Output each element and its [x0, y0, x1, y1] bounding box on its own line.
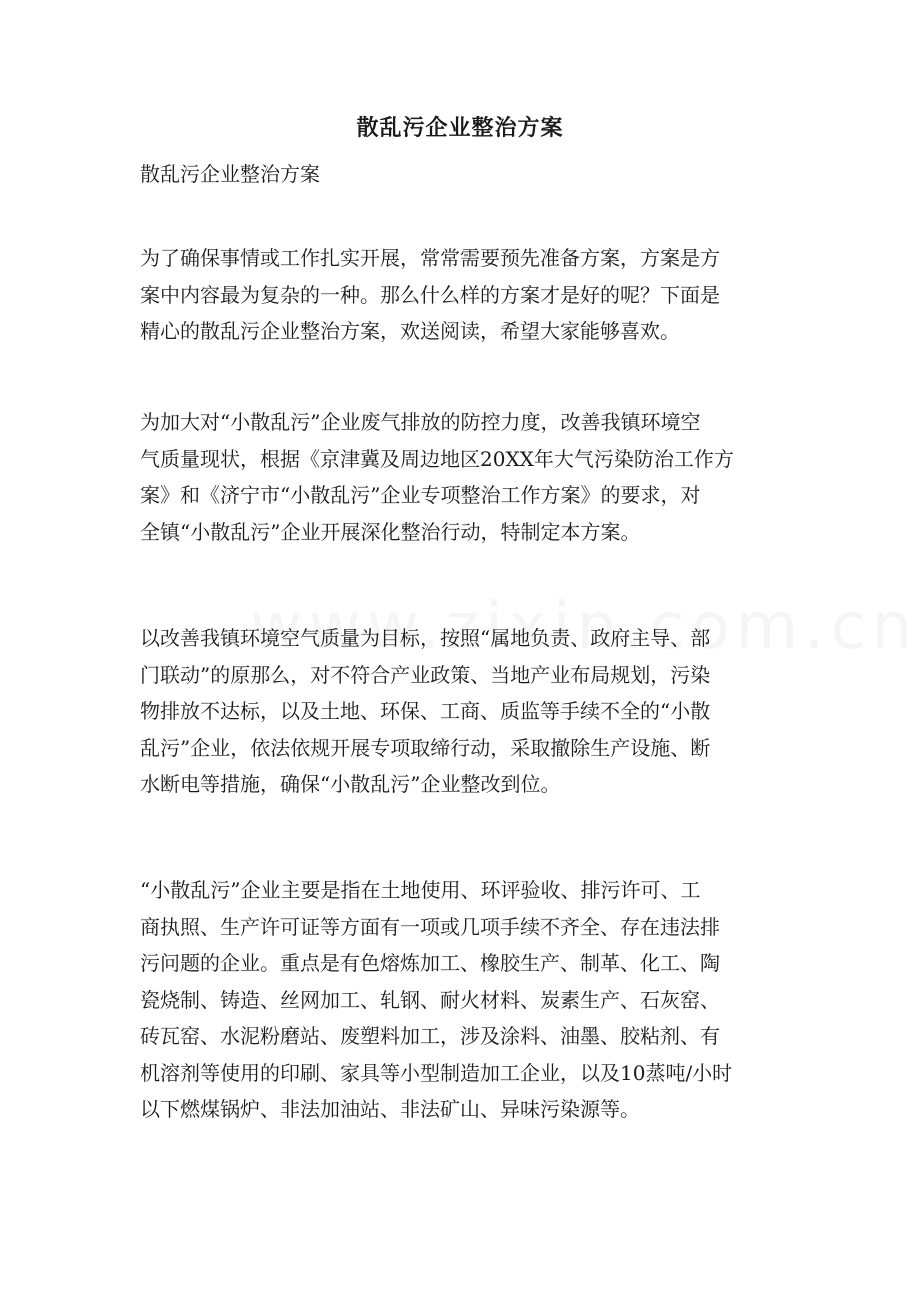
document-subtitle: 散乱污企业整治方案: [140, 162, 320, 186]
paragraph-line: 瓷烧制、铸造、丝网加工、轧钢、耐火材料、炭素生产、石灰窑、: [140, 987, 720, 1012]
paragraph-definition: [140, 872, 780, 1128]
paragraph-line: 案中内容最为复杂的一种。那么什么样的方案才是好的呢？下面是: [140, 282, 720, 307]
paragraph-line: 门联动”的原那么，对不符合产业政策、当地产业布局规划，污染: [140, 662, 711, 687]
paragraph-line: 物排放不达标，以及土地、环保、工商、质监等手续不全的“小散: [140, 699, 711, 723]
paragraph-line: 案》和《济宁市“小散乱污”企业专项整治工作方案》的要求，对: [140, 483, 701, 507]
paragraph-line: 为加大对“小散乱污”企业废气排放的防控力度，改善我镇环境空: [140, 410, 701, 434]
paragraph-line: 以下燃煤锅炉、非法加油站、非法矿山、异味污染源等。: [140, 1097, 640, 1121]
paragraph-line: 机溶剂等使用的印刷、家具等小型制造加工企业，以及10蒸吨/小时: [140, 1060, 733, 1085]
paragraph-intro: [140, 240, 780, 350]
paragraph-line: 为了确保事情或工作扎实开展，常常需要预先准备方案，方案是方: [140, 246, 720, 270]
paragraph-purpose: [140, 404, 780, 550]
paragraph-goal: [140, 620, 780, 803]
document-title: 散乱污企业整治方案: [356, 115, 564, 141]
paragraph-line: 以改善我镇环境空气质量为目标，按照“属地负责、政府主导、部: [140, 626, 711, 650]
paragraph-line: 乱污”企业，依法依规开展专项取缔行动，采取撤除生产设施、断: [140, 735, 711, 760]
paragraph-line: 气质量现状，根据《京津冀及周边地区20XX年大气污染防治工作方: [140, 446, 734, 471]
paragraph-line: 砖瓦窑、水泥粉磨站、废塑料加工，涉及涂料、油墨、胶粘剂、有: [140, 1024, 720, 1048]
paragraph-line: 污问题的企业。重点是有色熔炼加工、橡胶生产、制革、化工、陶: [140, 951, 720, 975]
paragraph-line: 精心的散乱污企业整治方案，欢送阅读，希望大家能够喜欢。: [140, 319, 680, 343]
paragraph-line: 全镇“小散乱污”企业开展深化整治行动，特制定本方案。: [140, 519, 641, 544]
paragraph-line: 水断电等措施，确保“小散乱污”企业整改到位。: [140, 772, 561, 796]
paragraph-line: 商执照、生产许可证等方面有一项或几项手续不齐全、存在违法排: [140, 914, 720, 939]
paragraph-line: “小散乱污”企业主要是指在土地使用、环评验收、排污许可、工: [140, 878, 701, 902]
